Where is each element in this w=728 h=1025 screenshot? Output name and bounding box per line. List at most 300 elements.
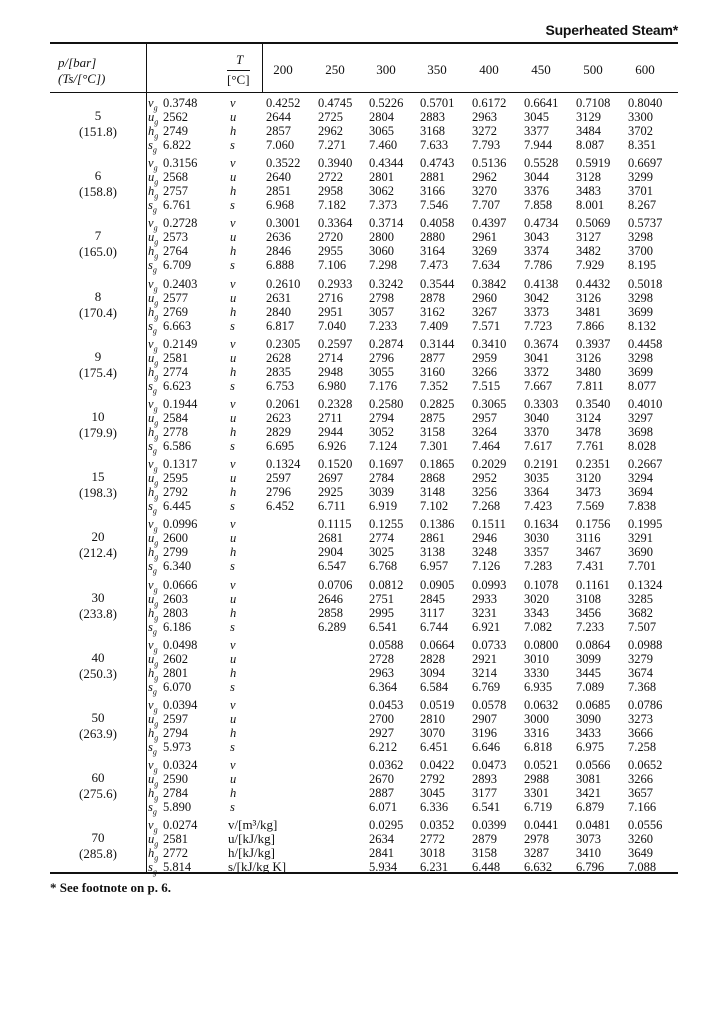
table-cell: 6.448 — [472, 860, 501, 875]
sat-row — [148, 517, 208, 534]
sat-row — [148, 800, 208, 817]
table-cell: 0.0399 — [472, 818, 507, 833]
saturation-values — [148, 457, 208, 516]
table-cell: 0.3410 — [472, 336, 507, 351]
pressure-block — [50, 758, 678, 817]
table-cell: 7.233 — [369, 318, 398, 333]
sat-row — [148, 336, 208, 354]
table-cell: 7.089 — [576, 679, 605, 694]
property-symbols — [230, 698, 236, 754]
sat-symbol: $h_g$ — [148, 545, 159, 562]
table-cell: 3177 — [472, 786, 497, 801]
property-symbols — [230, 156, 236, 212]
sat-symbol: $v_g$ — [148, 758, 158, 775]
table-cell: 0.1995 — [628, 517, 663, 532]
sat-symbol: $u_g$ — [148, 411, 159, 428]
property-symbol: h — [230, 726, 237, 740]
sat-value: 0.2728 — [163, 216, 198, 231]
pressure-cell — [50, 228, 146, 260]
saturation-values — [148, 517, 208, 576]
property-symbol: h — [230, 304, 237, 319]
sat-temp-value: (165.0) — [79, 244, 117, 260]
table-cell: 0.3937 — [576, 336, 611, 351]
table-cell: 3094 — [420, 665, 445, 680]
table-cell: 7.102 — [420, 499, 449, 514]
table-cell: 3090 — [576, 712, 601, 726]
pressure-value: 10 — [91, 409, 105, 424]
table-cell: 0.2580 — [369, 397, 404, 411]
table-cell: 0.0566 — [576, 758, 611, 773]
table-cell: 3160 — [420, 364, 445, 379]
sat-symbol: $s_g$ — [148, 800, 157, 817]
table-cell: 7.082 — [524, 619, 553, 634]
sat-symbol: $h_g$ — [148, 846, 159, 863]
sat-symbol: $s_g$ — [148, 559, 157, 576]
pressure-label: p/[bar] — [58, 55, 97, 70]
table-cell: 0.4743 — [420, 156, 455, 171]
table-cell: 0.1078 — [524, 577, 559, 592]
sat-value: 2772 — [163, 846, 188, 861]
sat-symbol: $h_g$ — [148, 364, 159, 382]
property-symbol: v — [230, 397, 236, 411]
table-cell: 2883 — [420, 110, 445, 124]
table-cell: 2840 — [266, 304, 291, 319]
table-cell: 7.060 — [266, 138, 295, 152]
table-cell: 3433 — [576, 726, 601, 740]
table-cell: 3042 — [524, 290, 549, 305]
table-cell: 7.723 — [524, 318, 553, 333]
table-cell: 2792 — [420, 772, 445, 787]
sat-value: 2603 — [163, 591, 188, 606]
table-cell: 0.0362 — [369, 758, 404, 773]
table-cell: 3357 — [524, 545, 549, 560]
temperature-unit — [227, 70, 250, 88]
table-cell: 3164 — [420, 244, 445, 259]
table-cell: 3269 — [472, 244, 497, 259]
table-cell: 6.711 — [318, 499, 346, 514]
sat-symbol: $s_g$ — [148, 318, 157, 336]
table-cell: 6.926 — [318, 439, 347, 453]
table-cell: 3445 — [576, 665, 601, 680]
sat-row — [148, 605, 208, 623]
table-cell: 0.4458 — [628, 336, 663, 351]
table-cell: 7.515 — [472, 378, 501, 393]
sat-row — [148, 485, 208, 502]
table-cell: 2597 — [266, 471, 291, 486]
table-cell: 7.233 — [576, 619, 605, 634]
table-cell: 2670 — [369, 772, 394, 787]
sat-row — [148, 577, 208, 595]
table-cell: 6.818 — [524, 740, 553, 754]
temp-col-header: 400 — [479, 62, 499, 77]
temperature-unit-label: [°C] — [227, 72, 250, 87]
table-cell: 7.409 — [420, 318, 449, 333]
table-cell: 2879 — [472, 832, 497, 847]
sat-row — [148, 637, 208, 655]
table-cell: 0.0685 — [576, 698, 611, 712]
table-cell: 0.3714 — [369, 216, 404, 231]
table-cell: 2829 — [266, 425, 291, 439]
sat-value: 0.2403 — [163, 276, 198, 291]
saturation-values — [148, 637, 208, 697]
pressure-cell — [50, 108, 146, 140]
property-symbol: s — [230, 258, 235, 273]
table-cell: 2796 — [266, 485, 291, 500]
pressure-header — [58, 55, 96, 71]
table-cell: 0.0588 — [369, 637, 404, 652]
sat-value: 6.586 — [163, 439, 192, 453]
property-symbol: s — [230, 378, 235, 393]
table-cell: 2631 — [266, 290, 291, 305]
property-symbol: h — [230, 244, 237, 259]
pressure-block — [50, 577, 678, 637]
sat-value: 6.709 — [163, 258, 192, 273]
table-cell: 7.271 — [318, 138, 347, 152]
table-cell: 3266 — [472, 364, 497, 379]
table-cell: 0.4010 — [628, 397, 663, 411]
table-cell: 0.1115 — [318, 517, 352, 532]
sat-row — [148, 156, 208, 173]
table-cell: 3273 — [628, 712, 653, 726]
table-cell: 0.3001 — [266, 216, 301, 231]
sat-row — [148, 138, 208, 155]
property-symbol: h — [230, 184, 237, 199]
property-symbol: s — [230, 138, 235, 152]
sat-value: 6.663 — [163, 318, 192, 333]
table-cell: 2714 — [318, 350, 343, 365]
property-symbols — [230, 96, 236, 152]
sat-symbol: $u_g$ — [148, 290, 159, 308]
table-cell: 3330 — [524, 665, 549, 680]
table-cell: 7.283 — [524, 559, 553, 574]
unit-label: v/[m³/kg] — [228, 817, 278, 833]
table-cell: 7.707 — [472, 198, 501, 213]
table-cell: 0.1386 — [420, 517, 455, 532]
table-cell: 6.744 — [420, 619, 449, 634]
table-cell: 0.0556 — [628, 818, 663, 833]
table-cell: 3116 — [576, 531, 601, 546]
table-cell: 0.0422 — [420, 758, 455, 773]
sat-row — [148, 124, 208, 141]
table-cell: 3025 — [369, 545, 394, 560]
table-cell: 6.975 — [576, 740, 605, 754]
table-cell: 3129 — [576, 110, 601, 124]
table-cell: 3127 — [576, 230, 601, 245]
property-symbols — [230, 277, 236, 333]
table-cell: 3410 — [576, 846, 601, 861]
table-cell: 0.0578 — [472, 698, 507, 712]
pressure-cell — [50, 469, 146, 501]
table-cell: 2722 — [318, 170, 343, 185]
table-cell: 7.373 — [369, 198, 398, 213]
property-symbol: u — [230, 591, 237, 606]
table-cell: 2877 — [420, 350, 445, 365]
table-cell: 3041 — [524, 350, 549, 365]
table-cell: 0.2874 — [369, 336, 404, 351]
sat-value: 5.890 — [163, 800, 192, 815]
table-cell: 3301 — [524, 786, 549, 801]
sat-temp-value: (179.9) — [79, 425, 117, 440]
table-cell: 3040 — [524, 411, 549, 425]
table-cell: 3070 — [420, 726, 445, 740]
table-cell: 0.3065 — [472, 397, 507, 411]
table-cell: 2963 — [369, 665, 394, 680]
table-cell: 2845 — [420, 591, 445, 606]
table-cell: 3372 — [524, 364, 549, 379]
sat-row — [148, 216, 208, 233]
table-cell: 3030 — [524, 531, 549, 546]
table-cell: 0.0295 — [369, 818, 404, 833]
table-cell: 2851 — [266, 184, 291, 199]
table-cell: 0.0473 — [472, 758, 507, 773]
sat-symbol: $v_g$ — [148, 397, 158, 414]
table-cell: 0.3303 — [524, 397, 559, 411]
table-cell: 3120 — [576, 471, 601, 486]
sat-symbol: $u_g$ — [148, 531, 159, 548]
sat-symbol: $v_g$ — [148, 156, 158, 173]
table-cell: 6.212 — [369, 740, 398, 754]
table-cell: 0.1511 — [472, 517, 506, 532]
sat-temp-value: (212.4) — [79, 545, 117, 561]
property-symbol: h — [230, 485, 237, 500]
table-cell: 3287 — [524, 846, 549, 861]
table-cell: 6.364 — [369, 679, 398, 694]
table-cell: 3270 — [472, 184, 497, 199]
sat-row — [148, 244, 208, 261]
sat-symbol: $u_g$ — [148, 471, 159, 488]
table-cell: 3128 — [576, 170, 601, 185]
pressure-value: 60 — [91, 770, 105, 786]
sat-row — [148, 364, 208, 382]
property-symbol: s — [230, 439, 235, 453]
table-cell: 6.968 — [266, 198, 295, 213]
table-cell: 0.5701 — [420, 96, 455, 110]
sat-value: 2573 — [163, 230, 188, 245]
table-cell: 7.423 — [524, 499, 553, 514]
table-cell: 3000 — [524, 712, 549, 726]
table-cell: 0.3842 — [472, 276, 507, 291]
sat-symbol: $s_g$ — [148, 679, 157, 697]
table-cell: 2927 — [369, 726, 394, 740]
pressure-cell — [50, 650, 146, 682]
sat-row — [148, 439, 208, 456]
table-cell: 3298 — [628, 350, 653, 365]
sat-value: 0.0394 — [163, 698, 198, 712]
table-cell: 6.888 — [266, 258, 295, 273]
sat-temp-value: (275.6) — [79, 786, 117, 802]
sat-row — [148, 665, 208, 683]
table-cell: 3060 — [369, 244, 394, 259]
table-cell: 0.1520 — [318, 457, 353, 472]
property-symbol: u — [230, 230, 237, 245]
pressure-value: 7 — [94, 228, 102, 244]
sat-value: 2757 — [163, 184, 188, 199]
table-cell: 7.431 — [576, 559, 605, 574]
table-cell: 2951 — [318, 304, 343, 319]
pressure-value: 70 — [91, 830, 105, 846]
table-cell: 7.106 — [318, 258, 347, 273]
sat-row — [148, 258, 208, 275]
sat-symbol: $s_g$ — [148, 740, 157, 757]
table-cell: 3196 — [472, 726, 497, 740]
table-cell: 0.4745 — [318, 96, 353, 110]
table-cell: 7.793 — [472, 138, 501, 152]
table-cell: 7.182 — [318, 198, 347, 213]
property-symbol: s — [230, 679, 235, 694]
sat-symbol: $u_g$ — [148, 832, 159, 849]
sat-value: 0.0996 — [163, 517, 198, 532]
table-cell: 6.769 — [472, 679, 501, 694]
table-cell: 0.3242 — [369, 276, 404, 291]
table-cell: 2857 — [266, 124, 291, 138]
sat-value: 2568 — [163, 170, 188, 185]
sat-symbol: $h_g$ — [148, 425, 159, 442]
sat-symbol: $v_g$ — [148, 517, 158, 534]
table-cell: 3456 — [576, 605, 601, 620]
table-cell: 6.632 — [524, 860, 553, 875]
pressure-block — [50, 817, 678, 877]
table-cell: 0.1324 — [628, 577, 663, 592]
table-cell: 2846 — [266, 244, 291, 259]
property-symbol: v — [230, 698, 236, 712]
sat-row — [148, 651, 208, 669]
table-cell: 0.4432 — [576, 276, 611, 291]
table-cell: 0.2610 — [266, 276, 301, 291]
sat-row — [148, 619, 208, 637]
table-cell: 3700 — [628, 244, 653, 259]
table-cell: 2875 — [420, 411, 445, 425]
sat-row — [148, 545, 208, 562]
table-cell: 3674 — [628, 665, 653, 680]
sat-value: 2778 — [163, 425, 188, 439]
table-cell: 3035 — [524, 471, 549, 486]
table-cell: 2640 — [266, 170, 291, 185]
table-cell: 6.768 — [369, 559, 398, 574]
sat-row — [148, 350, 208, 368]
table-cell: 2711 — [318, 411, 343, 425]
table-cell: 3214 — [472, 665, 497, 680]
table-cell: 7.088 — [628, 860, 657, 875]
property-symbol: h — [230, 605, 237, 620]
table-cell: 0.3540 — [576, 397, 611, 411]
table-cell: 3248 — [472, 545, 497, 560]
table-cell: 8.028 — [628, 439, 657, 453]
property-symbol: s — [230, 619, 235, 634]
table-cell: 0.1161 — [576, 577, 610, 592]
pressure-cell — [50, 830, 146, 862]
sat-row — [148, 230, 208, 247]
table-cell: 2772 — [420, 832, 445, 847]
footnote: * See footnote on p. 6. — [50, 880, 171, 895]
sat-value: 2590 — [163, 772, 188, 787]
sat-row — [148, 378, 208, 396]
property-symbol: v — [230, 517, 236, 532]
table-cell: 3124 — [576, 411, 601, 425]
table-cell: 3285 — [628, 591, 653, 606]
table-cell: 2681 — [318, 531, 343, 546]
property-symbols — [230, 517, 236, 573]
table-cell: 2946 — [472, 531, 497, 546]
property-symbol: s — [230, 800, 235, 815]
pressure-cell — [50, 770, 146, 802]
sat-symbol: $h_g$ — [148, 244, 159, 261]
table-cell: 3478 — [576, 425, 601, 439]
table-cell: 0.3674 — [524, 336, 559, 351]
sat-symbol: $v_g$ — [148, 818, 158, 835]
sat-row — [148, 758, 208, 775]
table-cell: 3376 — [524, 184, 549, 199]
table-cell: 2858 — [318, 605, 343, 620]
sat-symbol: $v_g$ — [148, 637, 158, 655]
table-cell: 3649 — [628, 846, 653, 861]
saturation-values — [148, 96, 208, 155]
table-cell: 0.0786 — [628, 698, 663, 712]
table-cell: 6.817 — [266, 318, 295, 333]
table-cell: 3657 — [628, 786, 653, 801]
table-cell: 3020 — [524, 591, 549, 606]
table-cell: 6.879 — [576, 800, 605, 815]
sat-symbol: $u_g$ — [148, 110, 159, 127]
table-cell: 0.5136 — [472, 156, 507, 171]
sat-symbol: $h_g$ — [148, 184, 159, 201]
sat-value: 2803 — [163, 605, 188, 620]
sat-value: 2581 — [163, 832, 188, 847]
sat-row — [148, 290, 208, 308]
table-cell: 2623 — [266, 411, 291, 425]
table-cell: 0.6641 — [524, 96, 559, 110]
pressure-cell — [50, 710, 146, 742]
table-cell: 2804 — [369, 110, 394, 124]
table-cell: 0.8040 — [628, 96, 663, 110]
sat-value: 6.186 — [163, 619, 192, 634]
property-symbol: s — [230, 559, 235, 574]
pressure-value: 15 — [91, 469, 105, 485]
sat-temp-value: (151.8) — [79, 124, 117, 139]
table-cell: 7.460 — [369, 138, 398, 152]
sat-row — [148, 411, 208, 428]
table-cell: 2784 — [369, 471, 394, 486]
pressure-cell — [50, 590, 146, 622]
table-cell: 3300 — [628, 110, 653, 124]
units-legend — [228, 818, 286, 874]
sat-value: 5.973 — [163, 740, 192, 754]
table-cell: 3264 — [472, 425, 497, 439]
table-cell: 3297 — [628, 411, 653, 425]
sat-symbol: $s_g$ — [148, 860, 157, 877]
table-cell: 7.761 — [576, 439, 605, 453]
sat-value: 2792 — [163, 485, 188, 500]
table-cell: 7.634 — [472, 258, 501, 273]
sat-value: 2602 — [163, 651, 188, 666]
table-cell: 6.796 — [576, 860, 605, 875]
table-cell: 3162 — [420, 304, 445, 319]
temperature-label: T — [236, 52, 244, 67]
table-cell: 3108 — [576, 591, 601, 606]
table-cell: 0.3544 — [420, 276, 455, 291]
pressure-value: 9 — [94, 348, 102, 364]
sat-row — [148, 786, 208, 803]
table-cell: 7.166 — [628, 800, 657, 815]
pressure-cell — [50, 289, 146, 321]
sat-symbol: $s_g$ — [148, 198, 157, 215]
table-cell: 6.646 — [472, 740, 501, 754]
property-symbol: u — [230, 651, 237, 666]
sat-row — [148, 726, 208, 743]
table-cell: 3256 — [472, 485, 497, 500]
table-cell: 7.368 — [628, 679, 657, 694]
sat-row — [148, 860, 208, 877]
sat-value: 2597 — [163, 712, 188, 726]
